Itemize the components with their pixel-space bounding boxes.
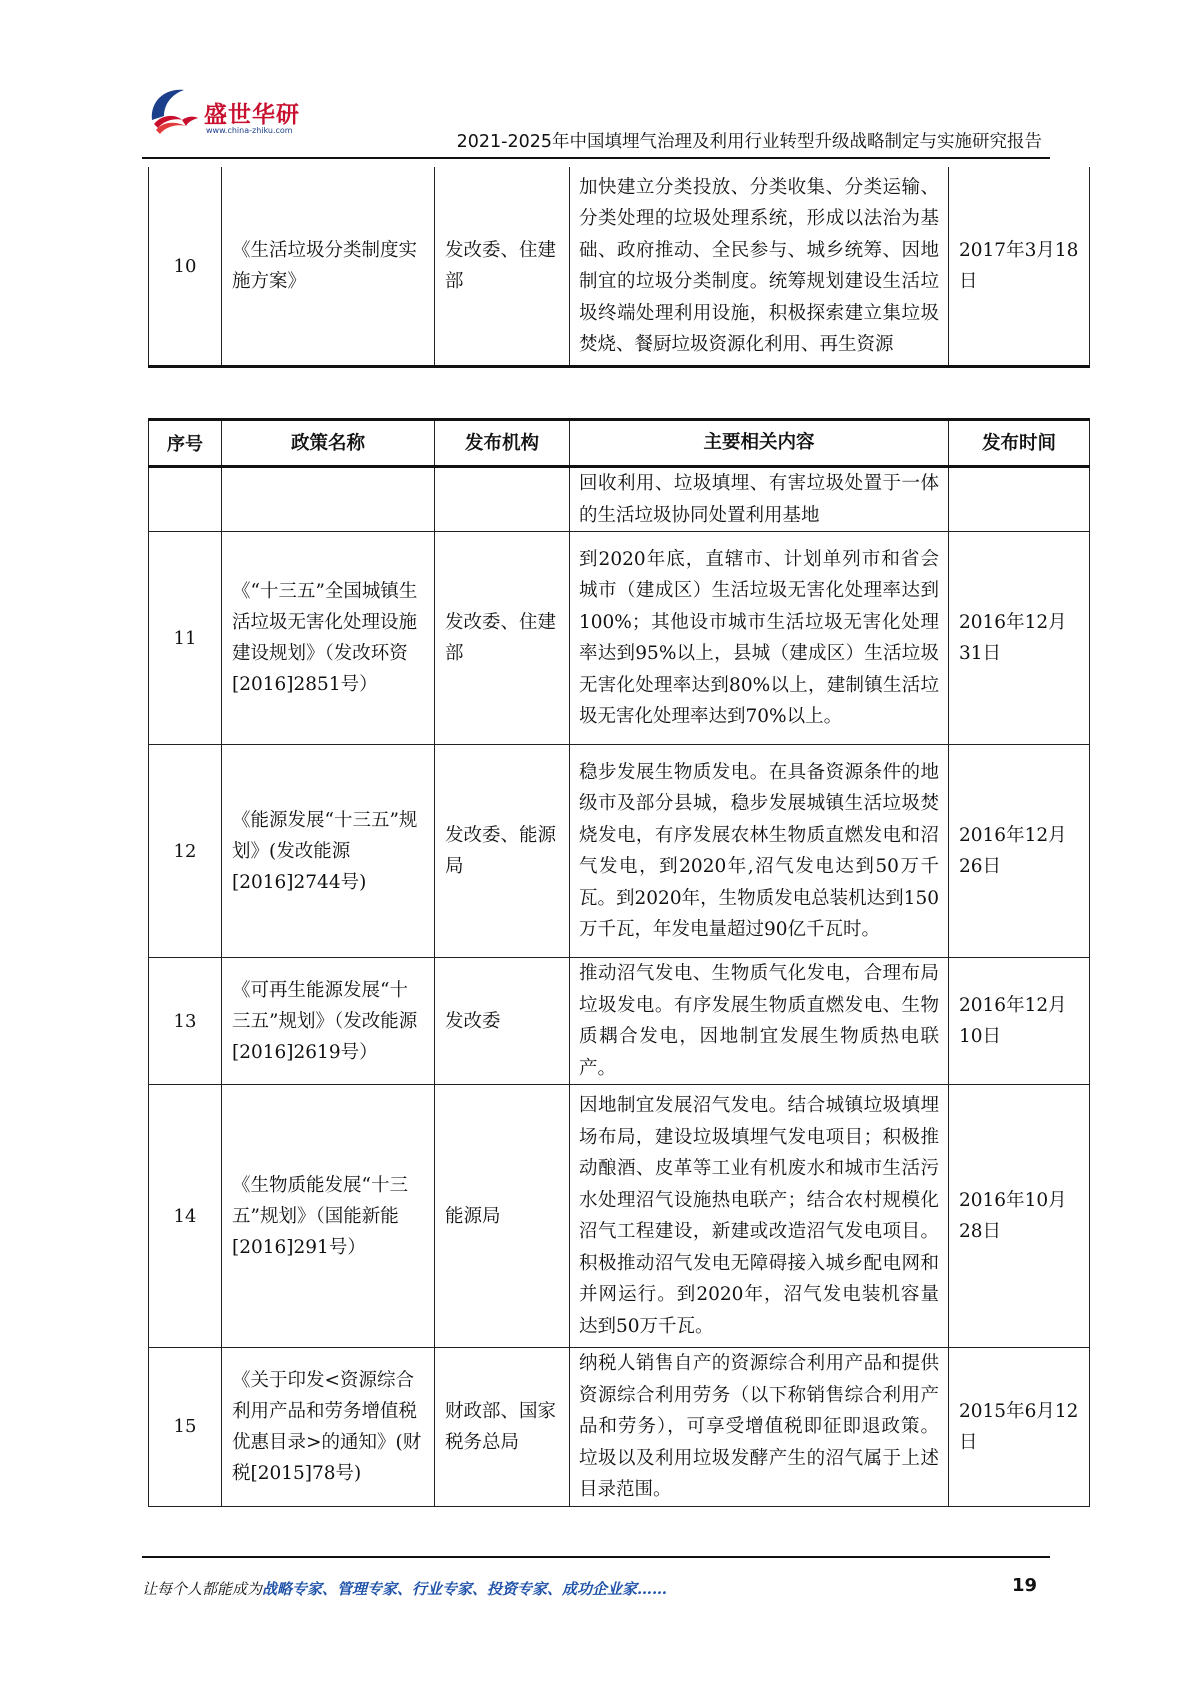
policy-name: 《能源发展“十三五”规划》(发改能源[2016]2744号) [222,745,435,958]
policy-issuer [435,467,570,532]
company-logo [142,78,322,148]
logo-name: 盛世华研 [204,102,300,128]
page-number: 19 [1012,1575,1038,1596]
policy-date: 2016年12月10日 [949,958,1090,1085]
table-row [149,467,1090,532]
policy-content: 纳税人销售自产的资源综合利用产品和提供资源综合利用劳务（以下称销售综合利用产品和劳务），可享受增值税即征即退政策。垃圾以及利用垃圾发酵产生的沼气属于上述目录范围。 [570,1348,949,1507]
table-header-row [149,420,1090,467]
policy-number [149,467,222,532]
policy-table-continued [148,167,1090,368]
header-no: 序号 [149,420,222,467]
policy-date: 2016年10月28日 [949,1085,1090,1348]
policy-content: 到2020年底，直辖市、计划单列市和省会城市（建成区）生活垃圾无害化处理率达到100%；其他设市城市生活垃圾无害化处理率达到95%以上，县城（建成区）生活垃圾无害化处理率达到80%以上，建制镇生活垃圾无害化处理率达到70%以上。 [570,532,949,745]
logo-url: www.china-zhiku.com [206,126,293,135]
book-swoosh-icon [142,80,204,142]
policy-issuer: 发改委 [435,958,570,1085]
policy-name: 《关于印发<资源综合利用产品和劳务增值税优惠目录>的通知》(财税[2015]78号) [222,1348,435,1507]
policy-content: 回收利用、垃圾填埋、有害垃圾处置于一体的生活垃圾协同处置利用基地 [570,467,949,532]
header-issuer: 发布机构 [435,420,570,467]
policy-content: 因地制宜发展沼气发电。结合城镇垃圾填埋场布局，建设垃圾填埋气发电项目；积极推动酿酒、皮革等工业有机废水和城市生活污水处理沼气设施热电联产；结合农村规模化沼气工程建设，新建或改造沼气发电项目。积极推动沼气发电无障碍接入城乡配电网和并网运行。到2020年，沼气发电装机容量达到50万千瓦。 [570,1085,949,1348]
policy-name: 《生活垃圾分类制度实施方案》 [222,167,435,367]
table-row [149,958,1090,1085]
policy-issuer: 发改委、住建部 [435,167,570,367]
policy-number: 13 [149,958,222,1085]
policy-issuer: 能源局 [435,1085,570,1348]
policy-date: 2015年6月12日 [949,1348,1090,1507]
footer-highlight: 战略专家、管理专家、行业专家、投资专家、成功企业家…… [262,1580,668,1598]
policy-name [222,467,435,532]
footer-slogan [142,1578,667,1599]
policy-number: 14 [149,1085,222,1348]
policy-number: 11 [149,532,222,745]
table-row [149,1085,1090,1348]
page-header [142,78,1050,158]
policy-content: 稳步发展生物质发电。在具备资源条件的地级市及部分县城，稳步发展城镇生活垃圾焚烧发电，有序发展农林生物质直燃发电和沼气发电，到2020年,沼气发电达到50万千瓦。到2020年，生物质发电总装机达到150万千瓦，年发电量超过90亿千瓦时。 [570,745,949,958]
header-content: 主要相关内容 [570,420,949,467]
policy-issuer: 财政部、国家税务总局 [435,1348,570,1507]
policy-number: 12 [149,745,222,958]
policy-name: 《“十三五”全国城镇生活垃圾无害化处理设施建设规划》（发改环资[2016]2851号） [222,532,435,745]
policy-number: 15 [149,1348,222,1507]
table-row [149,745,1090,958]
policy-date: 2016年12月26日 [949,745,1090,958]
header-name: 政策名称 [222,420,435,467]
table-row [149,167,1090,367]
footer-prefix: 让每个人都能成为 [142,1580,263,1598]
header-date: 发布时间 [949,420,1090,467]
policy-issuer: 发改委、住建部 [435,532,570,745]
table-row [149,532,1090,745]
policy-number: 10 [149,167,222,367]
footer-divider [142,1556,1050,1558]
policy-date [949,467,1090,532]
header-divider [142,157,1050,159]
policy-date: 2017年3月18日 [949,167,1090,367]
policy-issuer: 发改委、能源局 [435,745,570,958]
policy-table [148,418,1090,1507]
policy-content: 加快建立分类投放、分类收集、分类运输、分类处理的垃圾处理系统，形成以法治为基础、政府推动、全民参与、城乡统筹、因地制宜的垃圾分类制度。统筹规划建设生活垃圾终端处理利用设施，积极探索建立集垃圾焚烧、餐厨垃圾资源化利用、再生资源 [570,167,949,367]
report-title: 2021-2025年中国填埋气治理及利用行业转型升级战略制定与实施研究报告 [456,132,1042,152]
table-row [149,1348,1090,1507]
policy-content: 推动沼气发电、生物质气化发电，合理布局垃圾发电。有序发展生物质直燃发电、生物质耦合发电，因地制宜发展生物质热电联产。 [570,958,949,1085]
policy-date: 2016年12月31日 [949,532,1090,745]
policy-name: 《生物质能发展“十三五”规划》（国能新能[2016]291号） [222,1085,435,1348]
policy-name: 《可再生能源发展“十三五”规划》（发改能源[2016]2619号） [222,958,435,1085]
